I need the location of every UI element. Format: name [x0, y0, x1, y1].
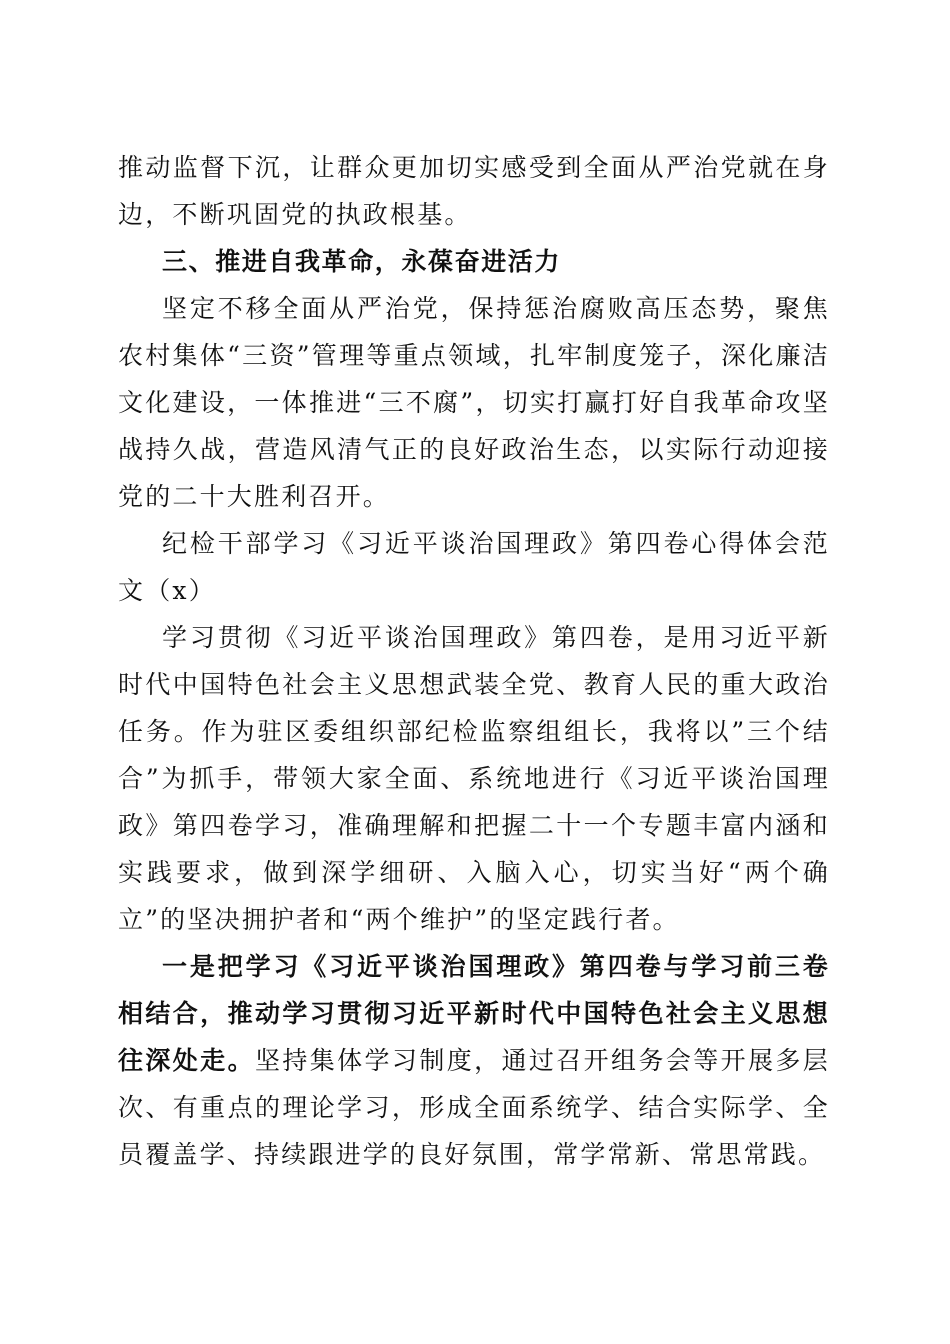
paragraph-continuation: 推动监督下沉，让群众更加切实感受到全面从严治党就在身边，不断巩固党的执政根基。: [118, 153, 830, 229]
section-heading: 三、推进自我革命，永葆奋进活力: [162, 247, 562, 276]
document-body: [118, 144, 830, 1178]
point-one-body: 坚持集体学习制度，通过召开组务会等开展多层次、有重点的理论学习，形成全面系统学、结合实际学、全员覆盖学、持续跟进学的良好氛围，常学常新、常思常践。: [118, 1046, 830, 1169]
point-one-lead: 一是把学习《习近平谈治国理政》第四卷与学习前三卷相结合，推动学习贯彻习近平新时代中国特色社会主义思想往深处走。: [118, 952, 830, 1075]
paragraph-self-revolution: 坚定不移全面从严治党，保持惩治腐败高压态势，聚焦农村集体“三资”管理等重点领域，扎牢制度笼子，深化廉洁文化建设，一体推进“三不腐”，切实打赢打好自我革命攻坚战持久战，营造风清气正的良好政治生态，以实际行动迎接党的二十大胜利召开。: [118, 294, 830, 511]
article-title: 纪检干部学习《习近平谈治国理政》第四卷心得体会范文（x）: [118, 529, 830, 605]
paragraph-intro: 学习贯彻《习近平谈治国理政》第四卷，是用习近平新时代中国特色社会主义思想武装全党、教育人民的重大政治任务。作为驻区委组织部纪检监察组组长，我将以”三个结合”为抓手，带领大家全面、系统地进行《习近平谈治国理政》第四卷学习，准确理解和把握二十一个专题丰富内涵和实践要求，做到深学细研、入脑入心，切实当好“两个确立”的坚决拥护者和“两个维护”的坚定践行者。: [118, 623, 830, 934]
paragraph-point-one: [118, 943, 830, 1178]
